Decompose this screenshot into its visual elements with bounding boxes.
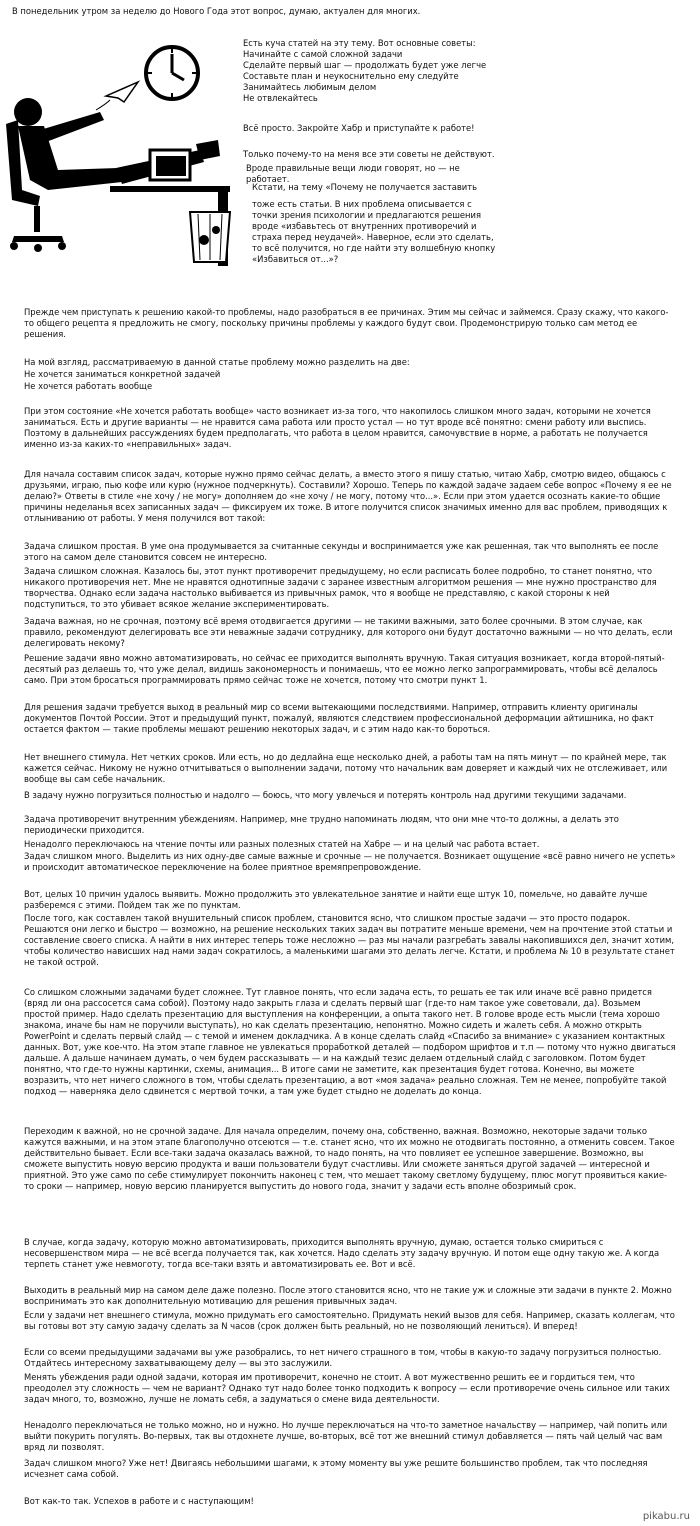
closing-line: Вот как-то так. Успехов в работе и с наступающим!	[24, 1496, 254, 1506]
why-not-1: Только почему-то на меня все эти советы не действуют.	[243, 149, 495, 159]
list-item: Задача противоречит внутренним убеждениям. Например, мне трудно напоминать людям, что они мне что-то должны, а делать это периодически приходится.	[24, 814, 619, 835]
tip-item: Не отвлекайтесь	[243, 93, 318, 103]
paragraph: Для начала составим список задач, которые нужно прямо сейчас делать, а вместо этого я пишу статью, читаю Хабр, смотрю видео, общаюсь с друзьями, играю, пью кофе или курю (нужное подчеркнуть). Составили? Хорошо. Теперь по каждой задаче задаем себе вопрос «Почему я ее не делаю?» Ответы в стиле «не хочу / не могу» дополняем до «не хочу / не могу, потому что...». Если при этом удается осознать какие-то общие причины неделанья всех записанных задач — фиксируем их тоже. В итоге получится список значимых именно для вас проблем, приводящих к отлыниванию от работы. У меня получился вот такой:	[24, 469, 672, 523]
list-item: Не хочется работать вообще	[24, 381, 153, 391]
list-item: Переходим к важной, но не срочной задаче. Для начала определим, почему она, собственно, важная. Возможно, некоторые задачи только кажутся важными, и на этом этапе благополучно отсеются — т.е. станет ясно, что их можно не отодвигать постоянно, а отменить совсем. Такое действительно бывает. Если все-таки задача оказалась важной, то надо понять, на что повлияет ее успешное завершение. Возможно, вы сможете выпустить новую версию продукта и ваши пользователи будут счастливы. Или сможете заняться другой задачей — интересной и приятной. Это уже само по себе стимулирует покончить наконец с тем, что мешает такому светлому будущему, плюс могут проявиться какие-то сроки — например, новую версию планируется выпустить до нового года, значит у задачи есть вполне обозримый срок.	[24, 1126, 675, 1191]
tips-block	[243, 38, 501, 104]
list-item: Задач слишком много. Выделить из них одну-две самые важные и срочные — не получается. Возникает ощущение «всё равно ничего не успеть» и происходит автоматическое переключение на более приятное времяпрепровождение.	[24, 851, 676, 872]
intro-line: В понедельник утром за неделю до Нового Года этот вопрос, думаю, актуален для многих.	[12, 6, 421, 16]
list-item: Задача слишком сложная. Казалось бы, этот пункт противоречит предыдущему, но если расписать более подробно, то станет понятно, что никакого противоречия нет. Мне не нравятся однотипные задачи с заранее известным алгоритмом решения — мне нужно пространство для творчества. Однако если задача настолько выбивается из привычных рамок, что я вообще не представляю, с какой стороны к ней подступиться, то это убивает всякое желание экспериментировать.	[24, 566, 657, 609]
list-item: Ненадолго переключаюсь на чтение почты или разных полезных статей на Хабре — и на целый час работа встает.	[24, 839, 540, 849]
list-item: Для решения задачи требуется выход в реальный мир со всеми вытекающими последствиями. Например, отправить клиенту оригиналы документов Почтой России. Этот и предыдущий пункт, пожалуй, являются следствием профессиональной деформации айтишника, но факт остается фактом — такие проблемы мешают решению некоторых задач, и с этим надо как-то бороться.	[24, 702, 654, 734]
list-item: Задача слишком простая. В уме она продумывается за считанные секунды и воспринимается уже как решенная, так что выполнять ее после этого на самом деле становится совсем не интересно.	[24, 541, 659, 562]
paragraph: Вот, целых 10 причин удалось выявить. Можно продолжить это увлекательное занятие и найти еще штук 10, помельче, но давайте лучше разберемся с этими. Пойдем так же по пунктам.	[24, 889, 648, 910]
list-item: Решение задачи явно можно автоматизировать, но сейчас ее приходится выполнять вручную. Такая ситуация возникает, когда второй-пятый-десятый раз делаешь то, что уже делал, видишь закономерность и понимаешь, что ее можно легко запрограммировать, чтобы всё делалось само. При этом бросаться программировать прямо сейчас тоже не хочется, потому что смотри пункт 1.	[24, 653, 665, 685]
why-not-2: Вроде правильные вещи люди говорят, но — не работает.	[246, 163, 460, 184]
list-item: Выходить в реальный мир на самом деле даже полезно. После этого становится ясно, что не такие уж и сложные эти задачи в пункте 2. Можно воспринимать это как дополнительную мотивацию для решения привычных задач.	[24, 1285, 672, 1306]
wall-clock-icon	[146, 47, 198, 99]
also-paragraph: тоже есть статьи. В них проблема описывается с точки зрения психологии и предлагаются решения вроде «избавьтесь от внутренних противоречий и страха перед неудачей». Наверное, если это сделать, то всё получится, но где найти эту волшебную кнопку «Избавиться от...»?	[252, 199, 496, 264]
list-item: Задача важная, но не срочная, поэтому всё время отодвигается другими — не такими важными, зато более срочными. В этом случае, как правило, рекомендуют делегировать все эти неважные задачи сотруднику, для которого они будут достаточно важными — но что делать, если делегировать некому?	[24, 616, 673, 648]
list-item: Со слишком сложными задачами будет сложнее. Тут главное понять, что если задача есть, то решать ее так или иначе всё равно придется (вряд ли она рассосется сама собой). Поэтому надо закрыть глаза и сделать первый шаг (где-то нам такое уже советовали, да). Возьмем простой пример. Надо сделать презентацию для выступления на конференции, а опыта такого нет. В голове вроде есть мысли (тема хорошо знакома, иначе бы нам не поручили выступать), но как сделать презентацию, непонятно. Можно сидеть и жалеть себя. А можно открыть PowerPoint и сделать первый слайд — с темой и именем докладчика. А в конце сделать слайд «Спасибо за внимание» с указанием контактных данных. Вот, уже кое-что. На этом этапе главное не увлекаться проработкой деталей — подбором шрифтов и т.п — потому что нужно двигаться дальше. А дальше начинаем думать, о чем будем рассказывать — и на каждый тезис делаем отдельный слайд с заголовком. Потом будет понятно, что где-то нужны картинки, схемы, анимация... В итоге сами не заметите, как презентация будет готова. Конечно, вы можете возразить, что нет ничего сложного в том, чтобы сделать презентацию, а вот «моя задача» реально сложная. Тем не менее, попробуйте такой подход — наверняка дело сдвинется с мертвой точки, а там уже будет стыдно не доделать до конца.	[24, 987, 676, 1096]
list-item: Если у задачи нет внешнего стимула, можно придумать его самостоятельно. Придумать некий вызов для себя. Например, сказать коллегам, что вы готовы вот эту самую задачу сделать за N часов (срок должен быть реальный, но не позволяющий лениться). И вперед!	[24, 1310, 675, 1331]
tip-item: Начинайте с самой сложной задачи	[243, 49, 403, 59]
list-item: В задачу нужно погрузиться полностью и надолго — боюсь, что могу увлечься и потерять контроль над другими текущими задачами.	[24, 790, 627, 800]
list-item: Ненадолго переключаться не только можно, но и нужно. Но лучше переключаться на что-то заметное начальству — например, чай попить или выйти покурить погулять. Во-первых, так вы отдохнете лучше, во-вторых, всё тот же внешний стимул добавляется — пять чай целый час вам вряд ли позволят.	[24, 1420, 668, 1452]
tip-item: Составьте план и неукоснительно ему следуйте	[243, 71, 459, 81]
paper-plane-icon	[106, 82, 138, 102]
tips-header: Есть куча статей на эту тему. Вот основные советы:	[243, 38, 476, 48]
list-item: Задач слишком много? Уже нет! Двигаясь небольшими шагами, к этому моменту вы уже решите большинство проблем, так что последняя исчезнет сама собой.	[24, 1458, 648, 1479]
list-item: Менять убеждения ради одной задачи, которая им противоречит, конечно не стоит. А вот мужественно решить ее и гордиться тем, что преодолел эту сложность — чем не вариант? Однако тут надо более тонко подходить к вопросу — если противоречие очень сильное или таких задач много, то, возможно, лучше не ломать себя, а задуматься о смене вида деятельности.	[24, 1372, 670, 1404]
paragraph: На мой взгляд, рассматриваемую в данной статье проблему можно разделить на две:	[24, 357, 410, 367]
list-item: Не хочется заниматься конкретной задачей	[24, 369, 221, 379]
also-line-1: Кстати, на тему «Почему не получается заставить	[252, 182, 478, 192]
tip-item: Занимайтесь любимым делом	[243, 82, 377, 92]
office-worker-illustration	[0, 40, 240, 270]
simple-line: Всё просто. Закройте Хабр и приступайте к работе!	[243, 123, 475, 133]
paragraph: Прежде чем приступать к решению какой-то проблемы, надо разобраться в ее причинах. Этим мы сейчас и займемся. Сразу скажу, что какого-то общего рецепта я предложить не смогу, поскольку причины проблемы у каждого будут свои. Продемонстрирую только сам метод ее решения.	[24, 307, 669, 339]
list-item: После того, как составлен такой внушительный список проблем, становится ясно, что слишком простые задачи — это просто подарок. Решаются они легко и быстро — возможно, на решение нескольких таких задач вы потратите меньше времени, чем на прочтение этой статьи и составление своего списка. А найти в них интерес теперь тоже несложно — раз мы начали разгребать завалы накопившихся дел, значит хотим, чтобы количество нависших над нами задач сократилось, а маленькими шагами это делать легче. Кстати, и проблема № 10 в результате станет не такой острой.	[24, 913, 675, 967]
list-item: Нет внешнего стимула. Нет четких сроков. Или есть, но до дедлайна еще несколько дней, а работы там на пять минут — по крайней мере, так кажется сейчас. Никому не нужно отчитываться о выполнении задачи, потому что начальник вам доверяет и каждый чих не отслеживает, или вообще вы сам себе начальник.	[24, 752, 668, 784]
tip-item: Сделайте первый шаг — продолжать будет уже легче	[243, 60, 487, 70]
list-item: Если со всеми предыдущими задачами вы уже разобрались, то нет ничего страшного в том, чтобы в какую-то задачу погрузиться полностью. Отдайтесь интересному захватывающему делу — вы это заслужили.	[24, 1347, 662, 1368]
list-item: В случае, когда задачу, которую можно автоматизировать, приходится выполнять вручную, думаю, остается только смириться с несовершенством мира — не всё всегда получается так, как хочется. Надо сделать эту задачу вручную. И потом еще одну такую же. А когда терпеть станет уже невмоготу, тогда все-таки взять и автоматизировать ее. Вот и всё.	[24, 1237, 660, 1269]
watermark: pikabu.ru	[642, 1511, 690, 1522]
trash-bin-icon	[190, 212, 230, 262]
paragraph: При этом состояние «Не хочется работать вообще» часто возникает из-за того, что накопилось слишком много задач, которыми не хочется заниматься. Есть и другие варианты — не нравится сама работа или просто устал — но тут вроде всё понятно: смени работу или выспись. Поэтому в дальнейших рассуждениях будем предполагать, что работа в целом нравится, самочувствие в норме, а работать не получается именно из-за каких-то «неправильных» задач.	[24, 406, 651, 449]
